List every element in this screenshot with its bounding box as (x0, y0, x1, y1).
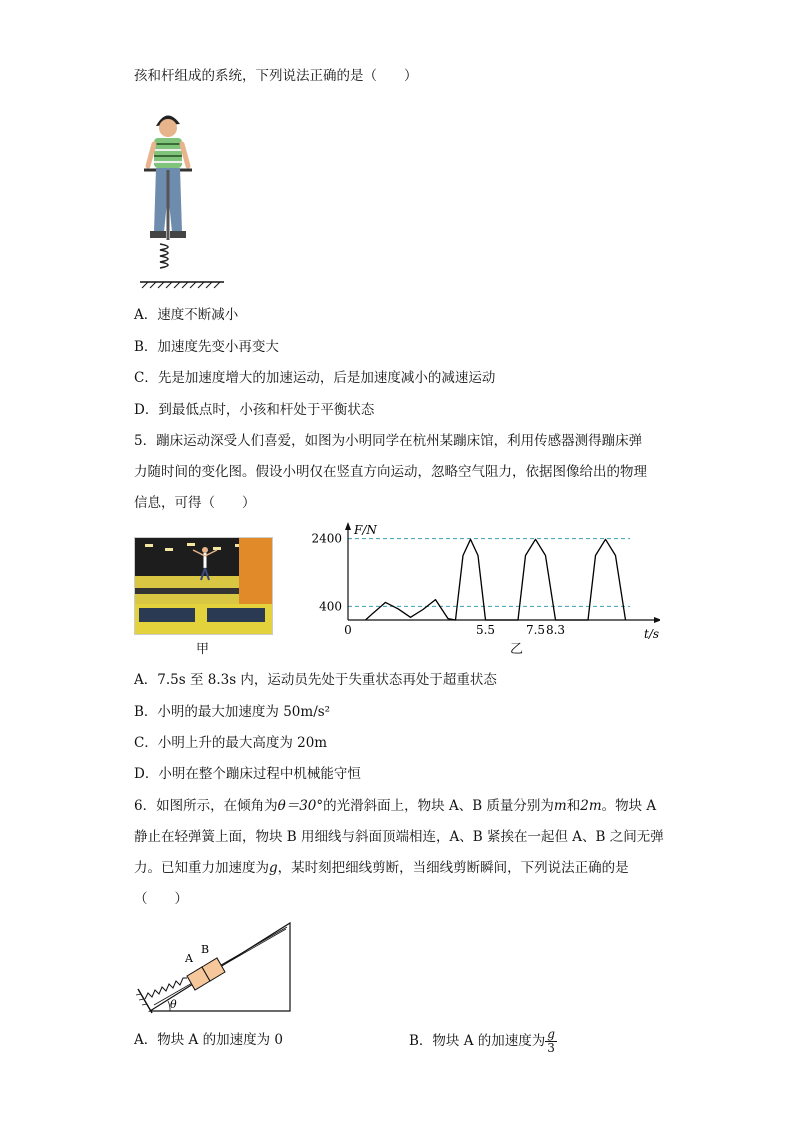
fraction-numerator: g (547, 1027, 555, 1041)
q6-stem-text: 和 (566, 798, 581, 814)
figure-label-jia: 甲 (196, 642, 210, 657)
option-b[interactable] (409, 1028, 557, 1055)
fraction-denominator: 3 (547, 1041, 555, 1055)
y-tick-label: 400 (319, 599, 342, 614)
q6-mass-b: 2m (580, 798, 602, 814)
q5-stem-line-1: 5．蹦床运动深受人们喜爱，如图为小明同学在杭州某蹦床馆，利用传感器测得蹦床弹 (134, 433, 643, 449)
option-b[interactable]: B．加速度先变小再变大 (134, 339, 279, 355)
y-axis-label: F/N (354, 523, 377, 537)
q6-stem-text: 力。已知重力加速度为 (134, 860, 269, 876)
y-tick-label: 2400 (311, 531, 342, 546)
figure-label-yi: 乙 (510, 642, 524, 657)
x-axis-label: t/s (644, 627, 660, 641)
x-tick-label: 0 (344, 623, 352, 637)
q6-stem-line-4: （ ） (134, 891, 188, 907)
option-a[interactable]: A．7.5s 至 8.3s 内，运动员先处于失重状态再处于超重状态 (134, 672, 497, 688)
q6-stem-text: ，某时刻把细线剪断，当细线剪断瞬间，下列说法正确的是 (277, 860, 629, 876)
q6-stem-line-1 (134, 796, 656, 816)
block-a-label: A (185, 952, 193, 965)
q5-stem-line-3: 信息，可得（ ） (134, 495, 256, 511)
option-b[interactable]: B．小明的最大加速度为 50m/s² (134, 704, 331, 720)
option-c[interactable]: C．小明上升的最大高度为 20m (134, 735, 328, 751)
option-a[interactable]: A．物块 A 的加速度为 0 (134, 1032, 283, 1048)
q6-stem-text: 6．如图所示，在倾角为 (134, 798, 278, 814)
x-tick-label: 8.3 (545, 623, 566, 637)
q6-gravity-symbol: g (269, 860, 278, 876)
q6-stem-line-2: 静止在轻弹簧上面，物块 B 用细线与斜面顶端相连，A、B 紧挨在一起但 A、B 之间无弹 (134, 829, 664, 845)
question-stem-continuation: 孩和杆组成的系统，下列说法正确的是（ ） (134, 68, 418, 84)
q6-stem-line-3 (134, 858, 629, 878)
q6-mass-a: m (553, 798, 567, 814)
block-b-label: B (201, 943, 210, 956)
y-axis-arrow (345, 522, 351, 530)
x-tick-label: 5.5 (475, 623, 496, 637)
option-d[interactable]: D．到最低点时，小孩和杆处于平衡状态 (134, 402, 375, 418)
option-a[interactable]: A．速度不断减小 (134, 307, 239, 323)
option-d[interactable]: D．小明在整个蹦床过程中机械能守恒 (134, 766, 361, 782)
fraction (545, 1028, 557, 1055)
theta-label: θ (170, 998, 177, 1011)
q5-stem-line-2: 力随时间的变化图。假设小明仅在竖直方向运动，忽略空气阻力，依据图像给出的物理 (134, 464, 647, 480)
q6-angle-value: θ＝30° (277, 798, 324, 814)
trampoline-photo (134, 537, 273, 635)
incline-diagram (130, 915, 300, 1015)
force-curve (366, 539, 626, 620)
option-c[interactable]: C．先是加速度增大的加速运动，后是加速度减小的减速运动 (134, 370, 496, 386)
q6-stem-text: 的光滑斜面上，物块 A、B 质量分别为 (323, 798, 554, 814)
force-time-chart (300, 520, 660, 650)
option-b-text: B．物块 A 的加速度为 (409, 1033, 546, 1049)
q6-stem-text: 。物块 A (601, 798, 657, 814)
x-tick-label: 7.5 (525, 623, 546, 637)
pogo-stick-figure (134, 100, 234, 290)
x-axis-arrow (654, 617, 660, 623)
